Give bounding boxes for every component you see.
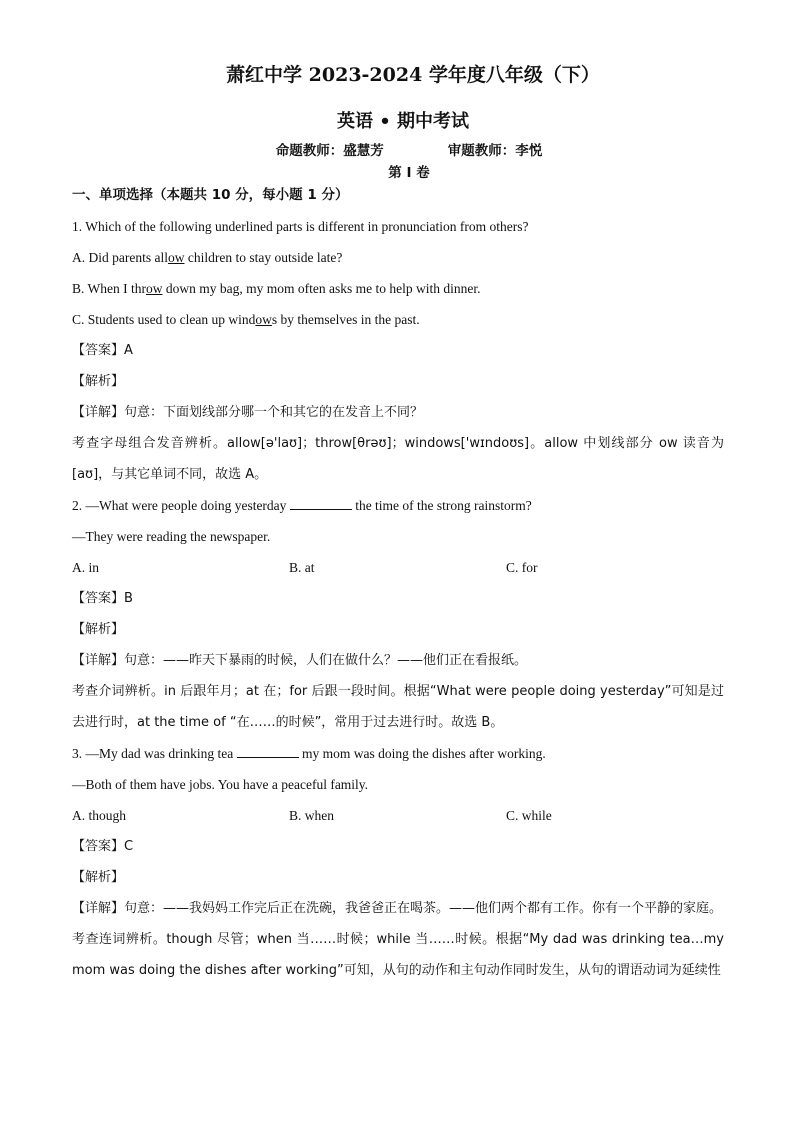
- q1-answer: 【答案】A: [72, 343, 133, 358]
- q2-answer: 【答案】B: [72, 591, 133, 606]
- q2-option-b: B. at: [289, 560, 315, 575]
- q1-option-a: A. Did parents allow children to stay outside late?: [72, 250, 343, 265]
- q3-answer: 【答案】C: [72, 839, 134, 854]
- underlined-part: ow: [167, 250, 185, 265]
- q3-option-c: C. while: [506, 808, 552, 823]
- answer-blank: [237, 744, 299, 758]
- exam-subtitle: 英语 • 期中考试: [336, 111, 470, 132]
- q1-explanation: 考查字母组合发音辨析。allow[ə'laʊ]；throw[θrəʊ]；windows['wɪndoʊs]。allow 中划线部分 ow 读音为[aʊ]，与其它单词不同，故选 A。: [72, 436, 724, 482]
- underlined-part: ow: [255, 312, 272, 327]
- q3-option-a: A. though: [72, 808, 126, 823]
- q2-options: [72, 552, 724, 583]
- reviewer-teacher: 审题教师：李悦: [447, 143, 543, 159]
- q1-detail: 【详解】句意：下面划线部分哪一个和其它的在发音上不同？: [72, 405, 424, 420]
- q3-options: [72, 800, 724, 831]
- q2-analysis-label: 【解析】: [72, 622, 125, 637]
- answer-blank: [290, 496, 352, 510]
- q3-reply: —Both of them have jobs. You have a peaceful family.: [72, 777, 369, 792]
- q3-detail: 【详解】句意：——我妈妈工作完后正在洗碗，我爸爸正在喝茶。——他们两个都有工作。你有一个平静的家庭。: [72, 901, 723, 916]
- document-page: [72, 62, 724, 986]
- exam-title: 萧红中学 2023-2024 学年度八年级（下）: [226, 64, 600, 86]
- q1-stem: 1. Which of the following underlined parts is different in pronunciation from others?: [72, 219, 529, 234]
- q3-option-b: B. when: [289, 808, 334, 823]
- q1-option-b: B. When I throw down my bag, my mom often asks me to help with dinner.: [72, 281, 481, 296]
- volume-heading: 第 I 卷: [388, 165, 430, 181]
- q3-analysis-label: 【解析】: [72, 870, 125, 885]
- q2-reply: —They were reading the newspaper.: [72, 529, 271, 544]
- q3-explanation: 考查连词辨析。though 尽管；when 当……时候；while 当……时候。根据“My dad was drinking tea…my mom was doing the dishes after working”可知，从句的动作和主句动作同时发生，从句的谓语动词为延续性: [72, 932, 724, 978]
- q1-analysis-label: 【解析】: [72, 374, 125, 389]
- q2-explanation: 考查介词辨析。in 后跟年月；at 在；for 后跟一段时间。根据“What were people doing yesterday”可知是过去进行时，at the time of “在……的时候”，常用于过去进行时。故选 B。: [72, 684, 724, 730]
- q2-detail: 【详解】句意：——昨天下暴雨的时候，人们在做什么？——他们正在看报纸。: [72, 653, 528, 668]
- q2-stem: 2. —What were people doing yesterday the time of the strong rainstorm?: [72, 498, 532, 513]
- q3-stem: 3. —My dad was drinking tea my mom was doing the dishes after working.: [72, 746, 546, 761]
- q1-option-c: C. Students used to clean up windows by themselves in the past.: [72, 312, 420, 327]
- setter-teacher: 命题教师：盛慧芳: [275, 143, 384, 159]
- section-heading: 一、单项选择（本题共 10 分，每小题 1 分）: [72, 187, 349, 203]
- teachers-line: [72, 141, 724, 161]
- q2-option-c: C. for: [506, 560, 538, 575]
- underlined-part: ow: [146, 281, 163, 296]
- q2-option-a: A. in: [72, 560, 99, 575]
